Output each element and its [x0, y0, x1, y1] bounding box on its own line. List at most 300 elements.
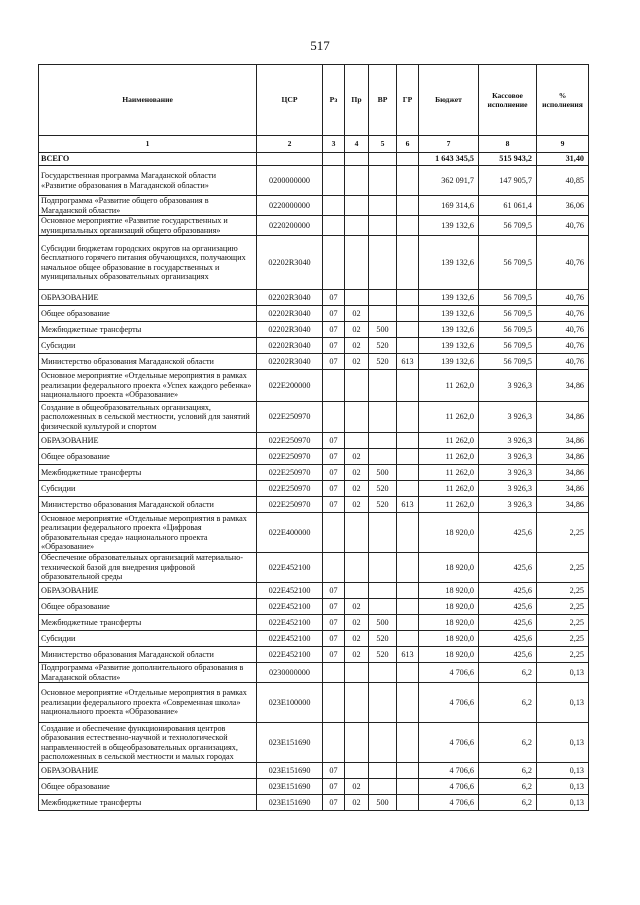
row-pr: 02	[345, 795, 369, 811]
row-pct: 40,76	[537, 216, 589, 236]
header-pct: % исполнения	[537, 65, 589, 136]
table-row	[39, 370, 589, 402]
table-row	[39, 553, 589, 583]
row-rz: 07	[323, 354, 345, 370]
row-pr	[345, 216, 369, 236]
row-csr: 022E452100	[257, 615, 323, 631]
table-row	[39, 513, 589, 553]
row-budget: 4 706,6	[419, 779, 479, 795]
col-num: 6	[397, 136, 419, 153]
table-row	[39, 763, 589, 779]
row-vr: 520	[369, 481, 397, 497]
row-gr	[397, 663, 419, 683]
row-name: Субсидии	[39, 481, 257, 497]
row-cash: 3 926,3	[479, 497, 537, 513]
header-csr: ЦСР	[257, 65, 323, 136]
row-rz: 07	[323, 631, 345, 647]
row-name: ОБРАЗОВАНИЕ	[39, 433, 257, 449]
row-rz: 07	[323, 615, 345, 631]
row-rz: 07	[323, 583, 345, 599]
row-budget: 4 706,6	[419, 683, 479, 723]
row-cash: 56 709,5	[479, 322, 537, 338]
row-cash: 3 926,3	[479, 433, 537, 449]
row-vr	[369, 306, 397, 322]
table-row	[39, 338, 589, 354]
row-csr: 022E452100	[257, 631, 323, 647]
row-name: Субсидии бюджетам городских округов на организацию бесплатного горячего питания обучающихся, получающих начальное общее образование в государственных и муниципальных образовательных организациях	[39, 236, 257, 290]
table-row	[39, 306, 589, 322]
row-csr: 023E151690	[257, 779, 323, 795]
row-vr: 520	[369, 354, 397, 370]
row-rz: 07	[323, 763, 345, 779]
row-cash: 6,2	[479, 683, 537, 723]
row-rz: 07	[323, 290, 345, 306]
row-gr	[397, 236, 419, 290]
row-pct: 0,13	[537, 683, 589, 723]
row-gr	[397, 779, 419, 795]
row-vr	[369, 196, 397, 216]
row-vr: 500	[369, 465, 397, 481]
row-cash: 425,6	[479, 599, 537, 615]
row-rz: 07	[323, 449, 345, 465]
row-rz	[323, 513, 345, 553]
row-vr	[369, 599, 397, 615]
row-pct: 2,25	[537, 615, 589, 631]
row-cash: 56 709,5	[479, 290, 537, 306]
row-cash: 425,6	[479, 583, 537, 599]
row-name: Общее образование	[39, 779, 257, 795]
header-rz: Рз	[323, 65, 345, 136]
row-name: Обеспечение образовательных организаций материально-технической базой для внедрения цифровой образовательной среды	[39, 553, 257, 583]
table-row	[39, 615, 589, 631]
row-rz	[323, 236, 345, 290]
row-csr: 02202R3040	[257, 338, 323, 354]
row-pr	[345, 583, 369, 599]
row-pr	[345, 663, 369, 683]
row-pr: 02	[345, 338, 369, 354]
row-rz	[323, 216, 345, 236]
row-pr	[345, 196, 369, 216]
row-cash: 3 926,3	[479, 481, 537, 497]
row-cash: 3 926,3	[479, 465, 537, 481]
total-row	[39, 153, 589, 166]
row-name: Общее образование	[39, 599, 257, 615]
row-pr: 02	[345, 354, 369, 370]
row-vr	[369, 513, 397, 553]
row-csr: 02202R3040	[257, 236, 323, 290]
row-cash: 6,2	[479, 723, 537, 763]
col-num: 5	[369, 136, 397, 153]
row-vr: 500	[369, 795, 397, 811]
table-row	[39, 322, 589, 338]
row-rz: 07	[323, 795, 345, 811]
row-budget: 4 706,6	[419, 723, 479, 763]
row-name: Создание и обеспечение функционирования центров образования естественно-научной и технологической направленностей в общеобразовательных организациях, расположенных в сельской местности и малых городах	[39, 723, 257, 763]
row-cash: 147 905,7	[479, 166, 537, 196]
row-budget: 4 706,6	[419, 795, 479, 811]
row-pr	[345, 553, 369, 583]
row-budget: 11 262,0	[419, 465, 479, 481]
row-pr	[345, 290, 369, 306]
row-budget: 1 643 345,5	[419, 153, 479, 166]
row-vr: 500	[369, 322, 397, 338]
row-cash: 425,6	[479, 647, 537, 663]
row-csr: 022E250970	[257, 481, 323, 497]
row-pct: 34,86	[537, 433, 589, 449]
row-csr: 023E151690	[257, 723, 323, 763]
col-num: 7	[419, 136, 479, 153]
col-num: 8	[479, 136, 537, 153]
row-vr	[369, 723, 397, 763]
row-gr	[397, 481, 419, 497]
row-budget: 362 091,7	[419, 166, 479, 196]
row-gr	[397, 683, 419, 723]
row-pct: 2,25	[537, 631, 589, 647]
table-row	[39, 402, 589, 433]
table-row	[39, 236, 589, 290]
row-csr: 022E250970	[257, 433, 323, 449]
row-csr: 023E151690	[257, 795, 323, 811]
row-csr	[257, 153, 323, 166]
row-vr: 500	[369, 615, 397, 631]
row-gr	[397, 338, 419, 354]
row-csr: 022E200000	[257, 370, 323, 402]
row-pct: 40,76	[537, 306, 589, 322]
row-name: Межбюджетные трансферты	[39, 465, 257, 481]
row-budget: 11 262,0	[419, 481, 479, 497]
row-budget: 169 314,6	[419, 196, 479, 216]
row-vr	[369, 583, 397, 599]
row-rz: 07	[323, 497, 345, 513]
table-row	[39, 497, 589, 513]
table-row	[39, 354, 589, 370]
table-row	[39, 449, 589, 465]
row-vr: 520	[369, 338, 397, 354]
page-number: 517	[310, 38, 330, 53]
row-rz	[323, 683, 345, 723]
row-gr	[397, 599, 419, 615]
row-name: Основное мероприятие «Отдельные мероприятия в рамках реализации федерального проекта «Современная школа» национального проекта «Образование»	[39, 683, 257, 723]
header-gr: ГР	[397, 65, 419, 136]
row-csr: 022E250970	[257, 497, 323, 513]
row-cash: 56 709,5	[479, 236, 537, 290]
row-pct: 40,76	[537, 322, 589, 338]
row-budget: 18 920,0	[419, 553, 479, 583]
row-rz: 07	[323, 322, 345, 338]
row-budget: 18 920,0	[419, 583, 479, 599]
row-budget: 11 262,0	[419, 370, 479, 402]
row-pr: 02	[345, 481, 369, 497]
row-cash: 6,2	[479, 763, 537, 779]
row-csr: 02202R3040	[257, 322, 323, 338]
row-vr	[369, 683, 397, 723]
row-gr	[397, 153, 419, 166]
row-pr: 02	[345, 497, 369, 513]
row-pr: 02	[345, 647, 369, 663]
row-gr	[397, 763, 419, 779]
header-vr: ВР	[369, 65, 397, 136]
row-name: Создание в общеобразовательных организациях, расположенных в сельской местности, условий для занятий физической культурой и спортом	[39, 402, 257, 433]
row-csr: 022E250970	[257, 449, 323, 465]
budget-table	[38, 64, 589, 811]
row-csr: 02202R3040	[257, 306, 323, 322]
row-pr	[345, 370, 369, 402]
row-vr	[369, 553, 397, 583]
row-vr: 520	[369, 497, 397, 513]
row-rz: 07	[323, 599, 345, 615]
row-pr: 02	[345, 779, 369, 795]
row-cash: 6,2	[479, 779, 537, 795]
row-gr	[397, 402, 419, 433]
row-pct: 34,86	[537, 465, 589, 481]
row-pr	[345, 236, 369, 290]
row-vr	[369, 290, 397, 306]
row-pct: 2,25	[537, 553, 589, 583]
row-pr: 02	[345, 449, 369, 465]
row-cash: 3 926,3	[479, 449, 537, 465]
row-rz	[323, 166, 345, 196]
row-pct: 0,13	[537, 795, 589, 811]
row-vr	[369, 663, 397, 683]
table-row	[39, 583, 589, 599]
header-row	[39, 65, 589, 136]
row-rz	[323, 153, 345, 166]
row-gr	[397, 795, 419, 811]
row-rz	[323, 553, 345, 583]
row-name: Государственная программа Магаданской области «Развитие образования в Магаданской области»	[39, 166, 257, 196]
row-rz: 07	[323, 433, 345, 449]
row-gr	[397, 322, 419, 338]
row-gr	[397, 449, 419, 465]
row-pct: 34,86	[537, 402, 589, 433]
row-cash: 425,6	[479, 513, 537, 553]
row-budget: 139 132,6	[419, 236, 479, 290]
row-pct: 2,25	[537, 583, 589, 599]
row-pr	[345, 683, 369, 723]
table-row	[39, 481, 589, 497]
row-budget: 18 920,0	[419, 599, 479, 615]
header-pr: Пр	[345, 65, 369, 136]
row-pr: 02	[345, 465, 369, 481]
row-cash: 56 709,5	[479, 354, 537, 370]
row-pct: 40,76	[537, 354, 589, 370]
row-budget: 4 706,6	[419, 763, 479, 779]
row-rz: 07	[323, 481, 345, 497]
row-csr: 02202R3040	[257, 354, 323, 370]
row-gr	[397, 513, 419, 553]
row-csr: 022E452100	[257, 599, 323, 615]
row-cash: 56 709,5	[479, 216, 537, 236]
row-name: Министерство образования Магаданской области	[39, 497, 257, 513]
row-cash: 3 926,3	[479, 370, 537, 402]
row-csr: 0230000000	[257, 663, 323, 683]
row-pr: 02	[345, 615, 369, 631]
row-pr: 02	[345, 306, 369, 322]
row-gr: 613	[397, 647, 419, 663]
row-cash: 6,2	[479, 795, 537, 811]
row-pct: 0,13	[537, 723, 589, 763]
row-pct: 31,40	[537, 153, 589, 166]
column-number-row	[39, 136, 589, 153]
row-budget: 18 920,0	[419, 647, 479, 663]
table-row	[39, 631, 589, 647]
row-csr: 022E452100	[257, 583, 323, 599]
row-name: Субсидии	[39, 338, 257, 354]
row-gr	[397, 370, 419, 402]
row-vr	[369, 402, 397, 433]
row-gr	[397, 166, 419, 196]
row-pr: 02	[345, 631, 369, 647]
row-pr	[345, 153, 369, 166]
row-vr: 520	[369, 631, 397, 647]
row-pct: 40,76	[537, 236, 589, 290]
table-row	[39, 290, 589, 306]
row-vr	[369, 370, 397, 402]
row-cash: 515 943,2	[479, 153, 537, 166]
row-rz	[323, 196, 345, 216]
row-csr: 022E452100	[257, 647, 323, 663]
row-cash: 61 061,4	[479, 196, 537, 216]
table-row	[39, 166, 589, 196]
row-pct: 34,86	[537, 497, 589, 513]
row-budget: 18 920,0	[419, 615, 479, 631]
row-budget: 11 262,0	[419, 433, 479, 449]
table-row	[39, 599, 589, 615]
row-budget: 11 262,0	[419, 497, 479, 513]
row-csr: 023E100000	[257, 683, 323, 723]
row-vr	[369, 763, 397, 779]
row-budget: 4 706,6	[419, 663, 479, 683]
row-rz: 07	[323, 779, 345, 795]
row-cash: 425,6	[479, 631, 537, 647]
row-pct: 34,86	[537, 370, 589, 402]
row-rz: 07	[323, 647, 345, 663]
row-gr	[397, 615, 419, 631]
table-row	[39, 196, 589, 216]
row-budget: 139 132,6	[419, 306, 479, 322]
row-budget: 139 132,6	[419, 354, 479, 370]
row-gr	[397, 196, 419, 216]
row-cash: 56 709,5	[479, 306, 537, 322]
row-name: Общее образование	[39, 449, 257, 465]
row-pct: 0,13	[537, 763, 589, 779]
row-rz: 07	[323, 465, 345, 481]
row-pct: 40,76	[537, 290, 589, 306]
row-gr	[397, 631, 419, 647]
row-vr	[369, 433, 397, 449]
row-gr	[397, 465, 419, 481]
row-vr	[369, 166, 397, 196]
row-csr: 022E250970	[257, 402, 323, 433]
row-pr	[345, 433, 369, 449]
table-row	[39, 795, 589, 811]
row-gr	[397, 553, 419, 583]
row-cash: 425,6	[479, 553, 537, 583]
row-cash: 425,6	[479, 615, 537, 631]
row-csr: 02202R3040	[257, 290, 323, 306]
row-csr: 0200000000	[257, 166, 323, 196]
row-csr: 022E400000	[257, 513, 323, 553]
row-budget: 18 920,0	[419, 513, 479, 553]
col-num: 4	[345, 136, 369, 153]
row-vr	[369, 449, 397, 465]
row-vr	[369, 236, 397, 290]
row-vr: 520	[369, 647, 397, 663]
col-num: 3	[323, 136, 345, 153]
row-rz	[323, 370, 345, 402]
row-name: Министерство образования Магаданской области	[39, 354, 257, 370]
row-gr	[397, 723, 419, 763]
header-cash: Кассовое исполнение	[479, 65, 537, 136]
row-pr	[345, 166, 369, 196]
row-cash: 6,2	[479, 663, 537, 683]
row-rz	[323, 402, 345, 433]
row-pct: 40,76	[537, 338, 589, 354]
row-budget: 11 262,0	[419, 402, 479, 433]
row-pct: 0,13	[537, 779, 589, 795]
row-name: Подпрограмма «Развитие дополнительного образования в Магаданской области»	[39, 663, 257, 683]
row-name: ОБРАЗОВАНИЕ	[39, 290, 257, 306]
row-csr: 023E151690	[257, 763, 323, 779]
row-name: Межбюджетные трансферты	[39, 615, 257, 631]
row-pr	[345, 513, 369, 553]
table-row	[39, 683, 589, 723]
row-budget: 139 132,6	[419, 322, 479, 338]
row-vr	[369, 153, 397, 166]
row-vr	[369, 216, 397, 236]
row-cash: 56 709,5	[479, 338, 537, 354]
row-pct: 2,25	[537, 647, 589, 663]
row-vr	[369, 779, 397, 795]
row-gr: 613	[397, 497, 419, 513]
row-name: Субсидии	[39, 631, 257, 647]
row-name: ОБРАЗОВАНИЕ	[39, 583, 257, 599]
row-csr: 0220200000	[257, 216, 323, 236]
table-row	[39, 663, 589, 683]
col-num: 9	[537, 136, 589, 153]
row-pr: 02	[345, 322, 369, 338]
row-pct: 34,86	[537, 481, 589, 497]
row-pct: 34,86	[537, 449, 589, 465]
row-pct: 36,06	[537, 196, 589, 216]
table-row	[39, 779, 589, 795]
header-name: Наименование	[39, 65, 257, 136]
row-rz	[323, 723, 345, 763]
row-pct: 2,25	[537, 599, 589, 615]
row-name: Основное мероприятие «Развитие государственных и муниципальных организаций общего образования»	[39, 216, 257, 236]
row-rz: 07	[323, 306, 345, 322]
row-pr: 02	[345, 599, 369, 615]
row-name: ВСЕГО	[39, 153, 257, 166]
row-gr	[397, 216, 419, 236]
row-pct: 40,85	[537, 166, 589, 196]
row-name: Основное мероприятие «Отдельные мероприятия в рамках реализации федерального проекта «Цифровая образовательная среда» национального проекта «Образование»	[39, 513, 257, 553]
row-budget: 11 262,0	[419, 449, 479, 465]
row-pct: 2,25	[537, 513, 589, 553]
row-cash: 3 926,3	[479, 402, 537, 433]
row-name: ОБРАЗОВАНИЕ	[39, 763, 257, 779]
row-name: Министерство образования Магаданской области	[39, 647, 257, 663]
row-budget: 139 132,6	[419, 290, 479, 306]
row-name: Межбюджетные трансферты	[39, 322, 257, 338]
row-pr	[345, 763, 369, 779]
row-rz: 07	[323, 338, 345, 354]
row-csr: 022E452100	[257, 553, 323, 583]
row-gr	[397, 433, 419, 449]
table-row	[39, 647, 589, 663]
col-num: 2	[257, 136, 323, 153]
row-pct: 0,13	[537, 663, 589, 683]
